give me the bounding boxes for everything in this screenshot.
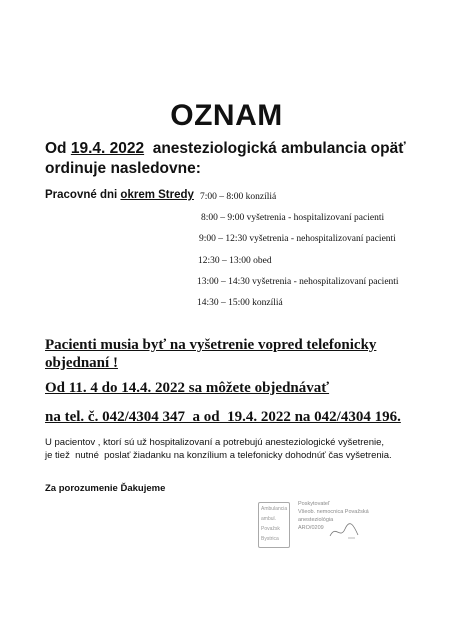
stamp-text: Bystrica xyxy=(261,536,279,542)
page-title: OZNAM xyxy=(170,99,283,132)
thanks-note: Za porozumenie Ďakujeme xyxy=(45,483,166,494)
notice-line-2: objednaní ! xyxy=(45,355,118,371)
signature-mark xyxy=(328,520,360,542)
intro-rest: anesteziologická ambulancia opäť xyxy=(144,140,406,157)
schedule-item: 9:00 – 12:30 vyšetrenia - nehospitalizovaní pacienti xyxy=(199,234,396,244)
stamp-text: anesteziológia xyxy=(298,517,334,523)
info-line-1: U pacientov , ktorí sú už hospitalizovaní a potrebujú anesteziologické vyšetrenie, xyxy=(45,437,385,448)
stamp-text: Ambulancia xyxy=(261,506,288,512)
small-stamp xyxy=(258,502,290,548)
booking-dates: Od 11. 4 do 14.4. 2022 sa môžete objednávať xyxy=(45,380,330,396)
stamp-text: ambul. xyxy=(261,516,277,522)
workdays-label xyxy=(45,189,194,201)
schedule-item: 14:30 – 15:00 konzíliá xyxy=(197,298,283,308)
stamp-text: Poskytovateľ xyxy=(298,501,330,507)
schedule-item: 13:00 – 14:30 vyšetrenia - nehospitalizovaní pacienti xyxy=(197,277,399,287)
intro-line-1 xyxy=(45,140,406,158)
schedule-item: 8:00 – 9:00 vyšetrenia - hospitalizovaní pacienti xyxy=(201,213,385,223)
intro-date: 19.4. 2022 xyxy=(70,140,145,157)
schedule-item: 12:30 – 13:00 obed xyxy=(198,256,272,266)
workdays-prefix: Pracovné dni xyxy=(45,189,121,201)
info-line-2: je tiež nutné poslať žiadanku na konzílium a telefonicky dohodnúť čas vyšetrenia. xyxy=(45,450,392,461)
intro-prefix: Od xyxy=(45,140,71,157)
stamp-text: Všeob. nemocnica Považská xyxy=(298,509,369,515)
schedule-item: 7:00 – 8:00 konzíliá xyxy=(200,192,277,202)
stamp-text: Považsk xyxy=(261,526,280,532)
stamp-text: ARO/0209 xyxy=(298,525,324,531)
notice-line-1: Pacienti musia byť na vyšetrenie vopred telefonicky xyxy=(45,337,377,353)
workdays-exception: okrem Stredy xyxy=(120,189,194,201)
phone-numbers: na tel. č. 042/4304 347 a od 19.4. 2022 na 042/4304 196. xyxy=(45,409,401,425)
intro-line-2: ordinuje nasledovne: xyxy=(45,160,201,177)
